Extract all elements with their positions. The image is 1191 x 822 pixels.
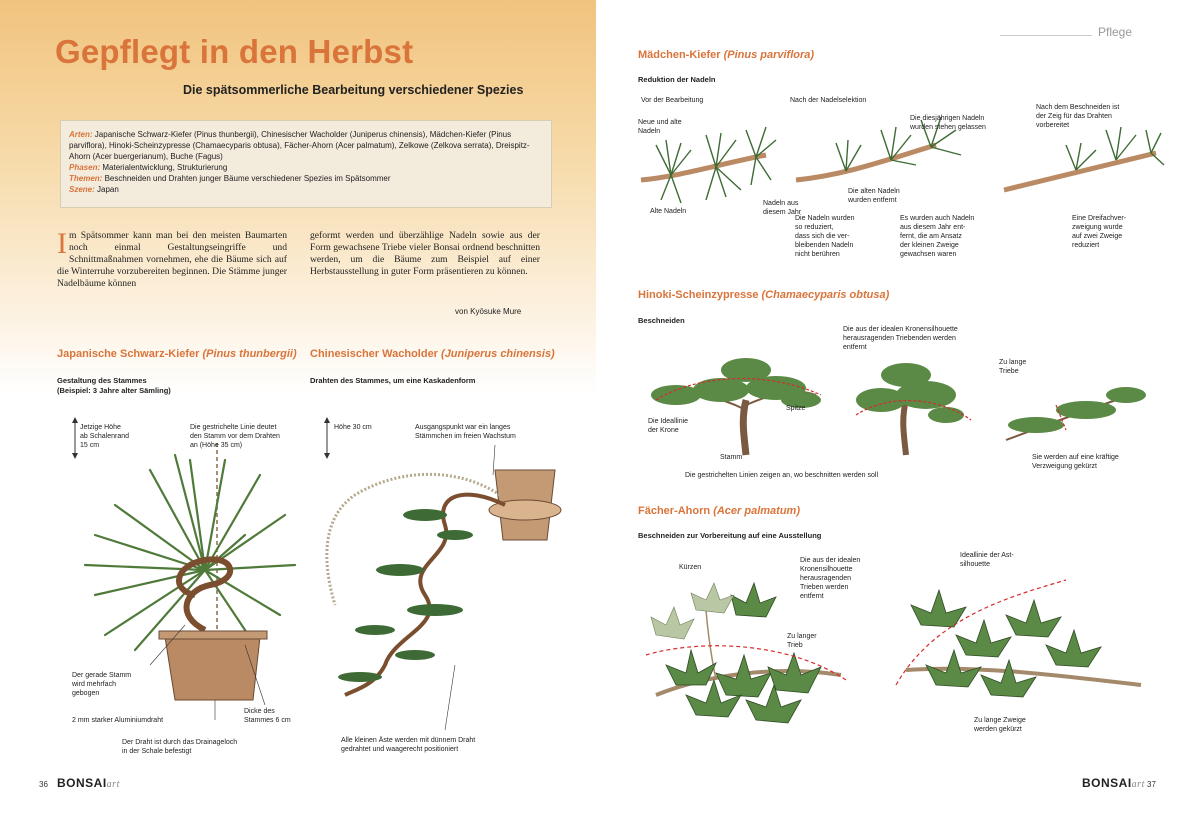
label-line: an (Höhe 35 cm) bbox=[190, 442, 243, 449]
label-line: Alle kleinen Äste werden mit dünnem Draht bbox=[341, 737, 476, 744]
label-too-long-shoot bbox=[787, 632, 817, 650]
page-number-left: 36 bbox=[39, 780, 48, 789]
label-line: entfernt bbox=[843, 344, 867, 351]
info-label: Themen: bbox=[69, 174, 103, 183]
label-line: diesem Jahr bbox=[763, 209, 802, 216]
label-line: auf zwei Zweige bbox=[1072, 233, 1123, 240]
label-line: silhouette bbox=[960, 561, 990, 568]
label-line: gebogen bbox=[72, 690, 100, 697]
label-line: werden gekürzt bbox=[974, 726, 1022, 733]
label-line: so reduziert, bbox=[795, 224, 834, 231]
label-line: vorbereitet bbox=[1036, 122, 1070, 129]
subheading-line: (Beispiel: 3 Jahre alter Sämling) bbox=[57, 386, 171, 395]
label-reduced-needles bbox=[795, 214, 855, 259]
intro-text-1: m Spätsommer kann man bei den meisten Baumarten noch einmal Gestaltungseingriffe und Schnittmaßnahmen vornehmen, ehe die Bäume sich auf die Winterruhe vorzubereiten beginnen. Die Stämme junger Nadelbäume können bbox=[57, 230, 287, 289]
species-name: Fächer-Ahorn bbox=[638, 505, 711, 517]
brand-name: BONSAI bbox=[57, 776, 107, 790]
maple-branch-1 bbox=[646, 583, 846, 723]
label-kept-needles bbox=[910, 114, 986, 132]
label-dashed-line bbox=[190, 423, 280, 450]
branch-before bbox=[641, 127, 776, 203]
intro-column-2: geformt werden und überzählige Nadeln sowie aus der Form gewachsene Triebe vieler Bonsai ordnend beschnitten werden, um die Bäume zum Beispiel auf einer Herbstausstellung in guter Form präsentieren zu können. bbox=[310, 230, 540, 277]
species-name: Japanische Schwarz-Kiefer bbox=[57, 348, 200, 360]
label-too-long-shoots bbox=[999, 358, 1026, 376]
info-box bbox=[60, 120, 552, 208]
label-cascade-height: Höhe 30 cm bbox=[334, 424, 372, 431]
label-line: Der gerade Stamm bbox=[72, 672, 132, 679]
label-line: Eine Dreifachver- bbox=[1072, 215, 1127, 222]
label-line: Zu langer bbox=[787, 633, 817, 640]
brand-logo-right bbox=[1082, 776, 1145, 790]
label-line: der kleinen Zweige bbox=[900, 242, 959, 249]
label-line: Dicke des bbox=[244, 708, 275, 715]
label-line: Die diesjährigen Nadeln bbox=[910, 115, 985, 122]
species-latin: (Pinus parviflora) bbox=[723, 49, 815, 61]
label-wire: 2 mm starker Aluminiumdraht bbox=[72, 717, 164, 724]
label-line: Sie werden auf eine kräftige bbox=[1032, 454, 1119, 461]
label-line: Die Nadeln wurden bbox=[795, 215, 855, 222]
page-number-right: 37 bbox=[1147, 780, 1156, 789]
maple-branch-2 bbox=[896, 580, 1141, 697]
info-label: Phasen: bbox=[69, 163, 101, 172]
faecherahorn-illustration bbox=[636, 555, 1146, 735]
label-line: Zu lange Zweige bbox=[974, 717, 1026, 724]
label-line: Die aus der idealen bbox=[800, 557, 861, 564]
article-subtitle: Die spätsommerliche Bearbeitung verschiedener Spezies bbox=[183, 83, 524, 97]
label-line: Triebe bbox=[999, 368, 1019, 375]
label-trunk-thickness bbox=[244, 707, 291, 725]
species-latin: (Acer palmatum) bbox=[713, 505, 800, 517]
label-line: zweigung wurde bbox=[1072, 224, 1123, 231]
drop-cap: I bbox=[57, 227, 67, 260]
label-line: Trieb bbox=[787, 642, 803, 649]
label-drainage bbox=[122, 738, 237, 756]
label-line: herausragenden bbox=[800, 575, 851, 582]
species-name: Mädchen-Kiefer bbox=[638, 49, 721, 61]
label-new-old-needles bbox=[638, 118, 682, 136]
label-line: aus diesem Jahr ent- bbox=[900, 224, 966, 231]
label-line: der Zeig für das Drahten bbox=[1036, 113, 1112, 120]
foliage-pads bbox=[338, 509, 473, 682]
maedchenkiefer-illustration bbox=[636, 105, 1166, 225]
hinoki-branch-3 bbox=[1006, 387, 1146, 440]
cascade-trunk bbox=[345, 495, 505, 695]
label-line: Der Draht ist durch das Drainageloch bbox=[122, 739, 238, 746]
label-shortened bbox=[1032, 453, 1119, 471]
label-fork-reduced bbox=[1072, 214, 1126, 250]
subheading-beschneiden: Beschneiden bbox=[638, 316, 685, 325]
label-line: gedrahtet und waagerecht positioniert bbox=[341, 746, 459, 753]
label-also-removed bbox=[900, 214, 974, 259]
section-heading-hinoki bbox=[638, 289, 889, 301]
subheading-line: Gestaltung des Stammes bbox=[57, 376, 147, 385]
label-line: fernt, die am Ansatz bbox=[900, 233, 962, 240]
species-latin: (Chamaecyparis obtusa) bbox=[761, 289, 890, 301]
info-text: Japan bbox=[97, 185, 119, 194]
label-line: Verzweigung gekürzt bbox=[1032, 463, 1097, 470]
label-tip: Spitze bbox=[786, 405, 806, 412]
info-phasen bbox=[69, 162, 543, 173]
label-line: nicht berühren bbox=[795, 251, 840, 258]
label-line: Nadeln bbox=[638, 128, 661, 135]
pot-rim bbox=[159, 631, 267, 639]
article-title: Gepflegt in den Herbst bbox=[55, 33, 414, 70]
label-line: in der Schale befestigt bbox=[122, 748, 192, 755]
section-heading-schwarzkiefer bbox=[57, 348, 297, 360]
label-line: Ausgangspunkt war ein langes bbox=[415, 424, 511, 431]
info-text: Beschneiden und Drahten junger Bäume verschiedener Spezies im Spätsommer bbox=[104, 174, 391, 183]
brand-logo-left bbox=[57, 776, 120, 790]
section-heading-maedchenkiefer bbox=[638, 49, 814, 61]
label-trunk: Stamm bbox=[720, 454, 743, 461]
species-latin: (Pinus thunbergii) bbox=[202, 348, 297, 360]
branch-after-cut bbox=[1004, 127, 1164, 190]
intro-column-1 bbox=[57, 227, 287, 290]
label-current-height bbox=[80, 423, 129, 450]
label-line: herausragenden Triebenden werden bbox=[843, 335, 956, 342]
hinoki-illustration bbox=[636, 340, 1161, 465]
label-line: gewachsen waren bbox=[900, 251, 957, 258]
brand-suffix: art bbox=[106, 779, 120, 790]
label-straight-trunk bbox=[72, 671, 131, 698]
label-line: reduziert bbox=[1072, 242, 1100, 249]
label-line: Die gestrichelte Linie deutet bbox=[190, 424, 277, 431]
brand-name: BONSAI bbox=[1082, 776, 1132, 790]
info-label: Arten: bbox=[69, 130, 93, 139]
label-old-needles: Alte Nadeln bbox=[650, 208, 687, 215]
label-small-branches bbox=[341, 736, 475, 754]
label-twigs-shortened bbox=[974, 716, 1026, 734]
subheading-nadeln: Reduktion der Nadeln bbox=[638, 75, 716, 84]
label-line: wird mehrfach bbox=[72, 681, 116, 688]
label-line: wurden stehen gelassen bbox=[910, 124, 986, 131]
author-byline: von Kyōsuke Mure bbox=[455, 307, 522, 316]
label-line: der Krone bbox=[648, 427, 679, 434]
label-line: Die Ideallinie bbox=[648, 418, 689, 425]
subheading-ausstellung: Beschneiden zur Vorbereitung auf eine Ausstellung bbox=[638, 531, 822, 540]
label-line: Neue und alte bbox=[638, 119, 682, 126]
label-line: Nadeln aus bbox=[763, 200, 799, 207]
label-line: Nach dem Beschneiden ist bbox=[1036, 104, 1120, 111]
label-line: Die aus der idealen Kronensilhouette bbox=[843, 326, 958, 333]
hinoki-tree-2 bbox=[856, 363, 971, 455]
label-line: wurden entfernt bbox=[848, 197, 897, 204]
label-line: Die alten Nadeln bbox=[848, 188, 900, 195]
label-shorten: Kürzen bbox=[679, 564, 702, 571]
label-line: Stammes 6 cm bbox=[244, 717, 291, 724]
label-line: den Stamm vor dem Drahten bbox=[190, 433, 280, 440]
label-line: ab Schalenrand bbox=[80, 433, 130, 440]
label-line: Stämmchen im freien Wachstum bbox=[415, 433, 516, 440]
label-protruding-shoots bbox=[800, 556, 860, 601]
brand-suffix: art bbox=[1131, 779, 1145, 790]
label-line: entfernt bbox=[800, 593, 824, 600]
species-name: Hinoki-Scheinzypresse bbox=[638, 289, 759, 301]
label-line: Kronensilhouette bbox=[800, 566, 853, 573]
label-line: Ideallinie der Ast- bbox=[960, 552, 1014, 559]
info-themen bbox=[69, 173, 543, 184]
label-removed-needles bbox=[848, 187, 900, 205]
label-before: Vor der Bearbeitung bbox=[641, 97, 704, 104]
label-line: Zu lange bbox=[999, 359, 1027, 366]
label-ideal-line bbox=[648, 417, 688, 435]
label-remove-tips bbox=[843, 325, 958, 352]
section-heading-faecherahorn bbox=[638, 505, 800, 517]
label-line: bleibenden Nadeln bbox=[795, 242, 854, 249]
info-text: Japanische Schwarz-Kiefer (Pinus thunbergii), Chinesischer Wacholder (Juniperus chinensis), Mädchen-Kiefer (Pinus parviflora), Hinoki-Scheinzypresse (Chamaecyparis obtusa), Fächer-Ahorn (Acer palmatum), Zelkowe (Zelkova serrata), Dreispitz-Ahorn (Acer buergerianum), Buche (Fagus) bbox=[69, 130, 530, 161]
hinoki-caption: Die gestrichelten Linien zeigen an, wo beschnitten werden soll bbox=[685, 472, 879, 479]
info-szene bbox=[69, 184, 543, 195]
label-line: 15 cm bbox=[80, 442, 100, 449]
info-arten bbox=[69, 129, 543, 162]
species-latin: (Juniperus chinensis) bbox=[441, 348, 555, 360]
subheading-kaskade: Drahten des Stammes, um eine Kaskadenform bbox=[310, 376, 476, 385]
species-name: Chinesischer Wacholder bbox=[310, 348, 438, 360]
label-start-point bbox=[415, 423, 516, 441]
info-label: Szene: bbox=[69, 185, 95, 194]
label-line: Trieben werden bbox=[800, 584, 849, 591]
subheading-stamm bbox=[57, 376, 171, 396]
label-line: dass sich die ver- bbox=[795, 233, 850, 240]
running-head: Pflege bbox=[1098, 25, 1133, 39]
section-heading-wacholder bbox=[310, 348, 555, 360]
info-text: Materialentwicklung, Strukturierung bbox=[102, 163, 228, 172]
running-head-rule bbox=[1000, 35, 1092, 36]
label-ideal-branch-line bbox=[960, 551, 1014, 569]
wacholder-illustration bbox=[315, 415, 570, 735]
label-after-selection: Nach der Nadelselektion bbox=[790, 97, 867, 104]
label-line: Es wurden auch Nadeln bbox=[900, 215, 975, 222]
label-line: Jetzige Höhe bbox=[80, 424, 121, 431]
